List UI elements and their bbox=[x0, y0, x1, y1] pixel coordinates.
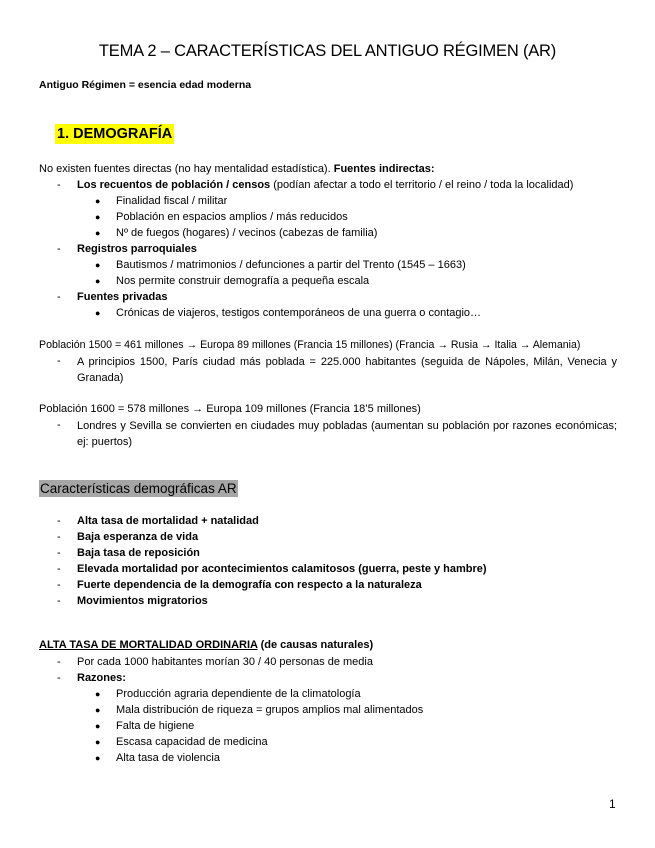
list-item: Baja esperanza de vida bbox=[77, 531, 199, 543]
list-item: Falta de higiene bbox=[116, 720, 195, 732]
section-heading-mortalidad bbox=[39, 638, 373, 652]
list-item: Producción agraria dependiente de la climatología bbox=[116, 688, 361, 700]
dash-bullet: - bbox=[57, 672, 61, 684]
bullet-dot-icon: ● bbox=[95, 308, 101, 318]
bullet-dot-icon: ● bbox=[95, 196, 101, 206]
page-title: TEMA 2 – CARACTERÍSTICAS DEL ANTIGUO RÉGIMEN (AR) bbox=[98, 42, 557, 60]
dash-bullet: - bbox=[57, 179, 61, 191]
bullet-dot-icon: ● bbox=[95, 753, 101, 763]
bullet-dot-icon: ● bbox=[95, 737, 101, 747]
intro-line bbox=[39, 162, 435, 176]
bullet-dot-icon: ● bbox=[95, 260, 101, 270]
population-1600: Población 1600 = 578 millones → Europa 109 millones (Francia 18’5 millones) bbox=[39, 403, 421, 415]
intro-text: No existen fuentes directas (no hay mentalidad estadística). bbox=[39, 163, 331, 175]
section-heading-demografia: 1. DEMOGRAFÍA bbox=[57, 126, 173, 142]
list-item: Bautismos / matrimonios / defunciones a partir del Trento (1545 – 1663) bbox=[116, 259, 466, 271]
heading-rest: (de causas naturales) bbox=[257, 639, 374, 651]
heading-underlined: ALTA TASA DE MORTALIDAD ORDINARIA bbox=[39, 639, 258, 651]
list-item-registros: Registros parroquiales bbox=[77, 243, 197, 255]
list-item: Alta tasa de mortalidad + natalidad bbox=[77, 515, 259, 527]
reasons-label: Razones: bbox=[77, 672, 126, 684]
dash-bullet: - bbox=[57, 563, 61, 575]
intro-bold: Fuentes indirectas: bbox=[333, 163, 435, 175]
list-item: Finalidad fiscal / militar bbox=[116, 195, 228, 207]
subtitle: Antiguo Régimen = esencia edad moderna bbox=[39, 79, 252, 91]
dash-bullet: - bbox=[57, 531, 61, 543]
dash-bullet: - bbox=[57, 656, 61, 668]
bullet-dot-icon: ● bbox=[95, 689, 101, 699]
list-item: Baja tasa de reposición bbox=[77, 547, 200, 559]
list-item: Elevada mortalidad por acontecimientos calamitosos (guerra, peste y hambre) bbox=[77, 563, 487, 575]
list-item: Nº de fuegos (hogares) / vecinos (cabezas de familia) bbox=[116, 227, 378, 239]
population-1500-note: A principios 1500, París ciudad más poblada = 225.000 habitantes (seguida de Nápoles, Milán, Venecia y Granada) bbox=[77, 356, 617, 384]
dash-bullet: - bbox=[57, 595, 61, 607]
dash-bullet: - bbox=[57, 419, 61, 431]
bullet-dot-icon: ● bbox=[95, 705, 101, 715]
list-item: Alta tasa de violencia bbox=[116, 752, 220, 764]
bullet-dot-icon: ● bbox=[95, 212, 101, 222]
list-item: Mala distribución de riqueza = grupos amplios mal alimentados bbox=[116, 704, 424, 716]
population-1600-note: Londres y Sevilla se convierten en ciudades muy pobladas (aumentan su población por razones económicas; ej: puertos) bbox=[77, 420, 617, 448]
population-1500: Población 1500 = 461 millones → Europa 89 millones (Francia 15 millones) (Francia → Rusia → Italia → Alemania) bbox=[39, 339, 581, 351]
list-item: Escasa capacidad de medicina bbox=[116, 736, 268, 748]
bullet-dot-icon: ● bbox=[95, 276, 101, 286]
list-item: Nos permite construir demografía a pequeña escala bbox=[116, 275, 370, 287]
dash-bullet: - bbox=[57, 547, 61, 559]
item-text: (podían afectar a todo el territorio / el reino / toda la localidad) bbox=[270, 179, 574, 191]
list-item-fuentes-privadas: Fuentes privadas bbox=[77, 291, 168, 303]
page-number: 1 bbox=[609, 797, 616, 811]
bullet-dot-icon: ● bbox=[95, 228, 101, 238]
list-item: Por cada 1000 habitantes morían 30 / 40 personas de media bbox=[77, 656, 373, 668]
dash-bullet: - bbox=[57, 291, 61, 303]
list-item: Población en espacios amplios / más reducidos bbox=[116, 211, 348, 223]
section-heading-caracteristicas: Características demográficas AR bbox=[40, 481, 237, 496]
item-label: Los recuentos de población / censos bbox=[77, 179, 271, 191]
dash-bullet: - bbox=[57, 355, 61, 367]
list-item: Fuerte dependencia de la demografía con respecto a la naturaleza bbox=[77, 579, 422, 591]
dash-bullet: - bbox=[57, 579, 61, 591]
list-item: Crónicas de viajeros, testigos contemporáneos de una guerra o contagio… bbox=[116, 307, 482, 319]
bullet-dot-icon: ● bbox=[95, 721, 101, 731]
dash-bullet: - bbox=[57, 515, 61, 527]
list-item-censos bbox=[77, 178, 573, 192]
list-item: Movimientos migratorios bbox=[77, 595, 208, 607]
dash-bullet: - bbox=[57, 243, 61, 255]
